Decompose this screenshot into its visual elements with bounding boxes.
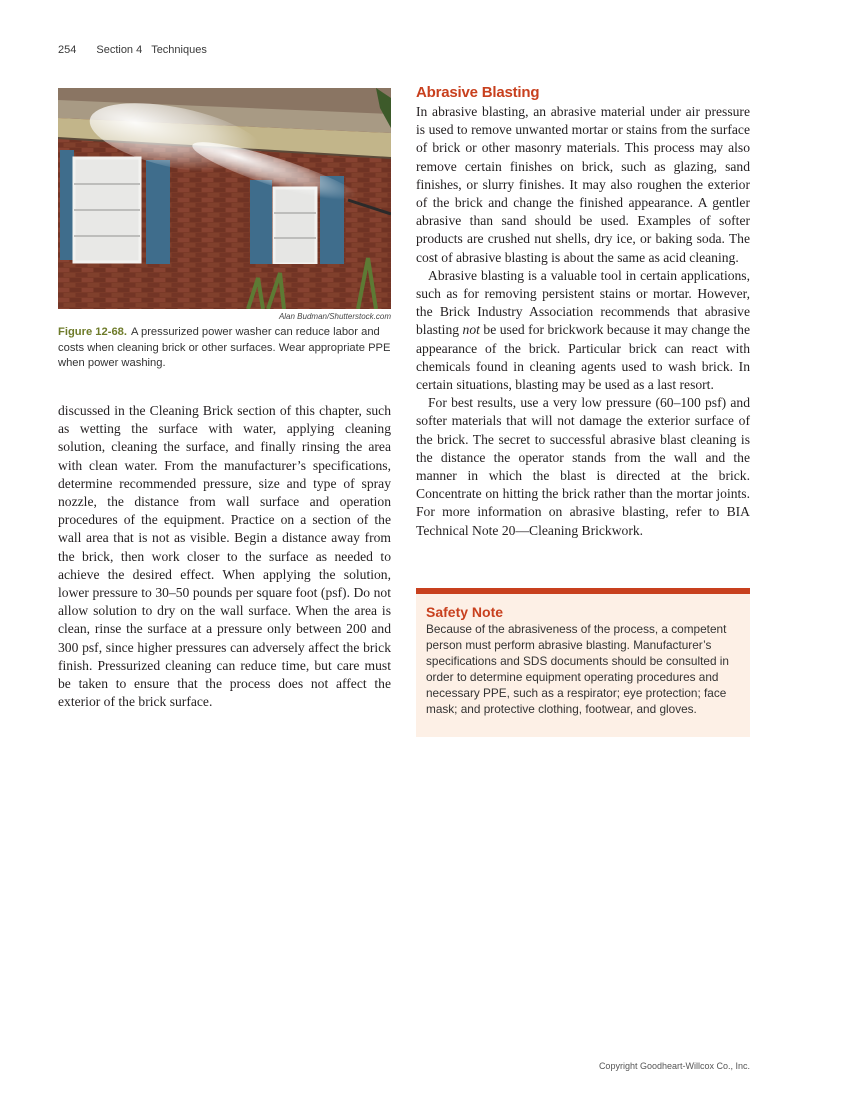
figure-caption — [58, 325, 391, 372]
body-paragraph-2 — [416, 267, 750, 394]
figure-photo — [58, 88, 391, 309]
body-paragraph-3: For best results, use a very low pressure (60–100 psf) and softer materials that will not damage the exterior surface of the brick. The secret to successful abrasive blast cleaning is the distance the operator stands from the wall and the manner in which the blast is directed at the brick. Concentrate on hitting the brick rather than the mortar joints. For more information on abrasive blasting, refer to BIA Technical Note 20—Cleaning Brickwork. — [416, 395, 750, 538]
safety-note-text: Because of the abrasiveness of the process, a competent person must perform abrasive blasting. Manufacturer’s specifications and SDS documents should be consulted in order to determine equipment operating procedures and necessary PPE, such as a respirator; eye protection; face mask; and protective clothing, footwear, and gloves. — [426, 622, 729, 716]
body-paragraph: discussed in the Cleaning Brick section of this chapter, such as wetting the surface with water, applying cleaning solution, cleaning the surface, and finally rinsing the area with clean water. From the manufacturer’s specifications, determine recommended pressure, size and type of spray nozzle, the distance from wall surface and operation procedures of the equipment. Practice on a section of the wall area that is not as visible. Begin a distance away from the brick, then work closer to the surface as needed to achieve the desired effect. When applying the solution, lower pressure to 30–50 pounds per square foot (psf). Do not allow solution to dry on the wall surface. When the area is clean, rinse the surface at a pressure only between 200 and 300 psf, since higher pressures can adversely affect the brick finish. Pressurized cleaning can reduce time, but care must be taken to ensure that the process does not affect the exterior of the brick surface. — [58, 403, 391, 710]
left-column — [58, 402, 391, 711]
p2-text-before: Abrasive blasting is a valuable tool in certain applications, such as for removing persistent stains or mortar. However, the Brick Industry Association recommends that abrasive blasting — [416, 267, 750, 338]
section-title: Section 4 Techniques — [96, 44, 207, 56]
running-head — [58, 44, 207, 56]
safety-note-box — [416, 588, 750, 737]
photo-credit: Alan Budman/Shutterstock.com — [278, 312, 391, 321]
section-heading: Abrasive Blasting — [416, 84, 540, 101]
safety-note-title: Safety Note — [426, 604, 504, 620]
p2-emphasis: not — [462, 322, 480, 338]
figure-caption-text: A pressurized power washer can reduce labor and costs when cleaning brick or other surfaces. Wear appropriate PPE when power washing. — [58, 326, 391, 369]
figure-label: Figure 12-68. — [58, 326, 128, 338]
copyright-notice: Copyright Goodheart-Willcox Co., Inc. — [598, 1061, 750, 1071]
p2-text-after: be used for brickwork because it may change the appearance of the brick. Particular brick can react with chemicals found in cleaning agents used to wash brick. In certain situations, blasting may be used as a last resort. — [416, 322, 750, 393]
right-column — [416, 84, 750, 540]
page-number: 254 — [58, 44, 77, 56]
body-paragraph-1: In abrasive blasting, an abrasive material under air pressure is used to remove unwanted mortar or stains from the surface of brick or other masonry materials. This process may also remove certain finishes on brick, such as glazing, sand finishes, or slurry finishes. It may also roughen the exterior of the brick and change the finished appearance. A gentler abrasive than sand should be used. Examples of softer products are crushed nut shells, dry ice, or baking soda. The cost of abrasive blasting is about the same as acid cleaning. — [416, 104, 750, 265]
